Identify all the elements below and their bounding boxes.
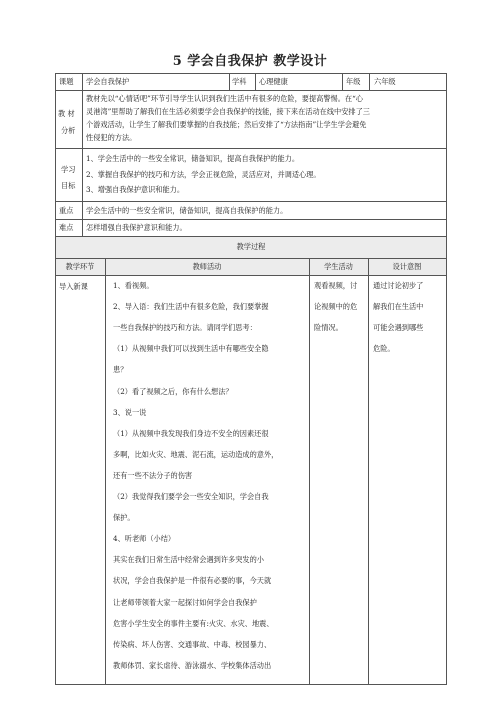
rule [342,73,343,91]
rule [55,73,56,685]
student-activity-line: 论视频中的危 [314,302,358,312]
rule [55,148,447,149]
analysis-label-line-2: 分析 [61,126,76,135]
rule [368,258,369,685]
rule [369,73,370,91]
teacher-activity-line: 2、导入语：我们生活中有很多危险，我们要掌握 [113,302,269,312]
grade-label: 年级 [346,77,361,86]
analysis-line: 灵港湾”里帮助了解我们在生活必须要学会自我保护的技能，接下来在活动在线中安排了三 [86,107,370,116]
key-point-text: 学会生活中的一些安全常识，储备知识，提高自我保护的能力。 [86,206,288,215]
difficulty-label: 难点 [59,223,74,232]
column-header-teacher: 教师活动 [192,262,222,271]
teacher-activity-line: （2）我觉得我们要学会一些安全知识，学会自我 [113,492,269,501]
student-activity-line: 观看视频，讨 [314,281,358,290]
rule [55,258,447,259]
rule [55,236,447,237]
rule [55,219,447,220]
teacher-activity-line: 一些自我保护的技巧和方法。请同学们思考： [113,323,257,333]
lesson-plan-table [55,73,447,685]
teacher-activity-line: 4、听老师（小结） [113,534,176,544]
design-intent-line: 危险。 [373,344,395,354]
student-activity-line: 险情况。 [314,323,343,333]
rule [309,258,310,685]
rule [446,73,447,685]
subject-value: 心理健康 [259,77,288,86]
teacher-activity-line: 患？ [113,365,128,375]
rule [229,73,230,91]
teacher-activity-line: 教师体罚、家长虐待、游泳溺水、学校集体活动出 [113,660,272,670]
teacher-activity-line: 还有一些不法分子的伤害 [113,470,193,480]
teacher-activity-line: 多啊，比如火灾、地震、泥石流，运动造成的意外， [113,449,279,459]
design-intent-line: 可能会遇到哪些 [373,323,424,333]
objectives-label-line-1: 学习 [61,165,76,174]
teacher-activity-line: 3、说一说 [113,407,147,417]
grade-value: 六年级 [374,77,396,86]
rule [105,258,106,685]
key-point-label: 重点 [59,206,74,215]
teacher-activity-line: （2）看了视频之后，你有什么想法？ [113,386,233,396]
design-intent-line: 通过讨论初步了 [373,281,424,290]
subject-label: 学科 [232,77,247,86]
rule [55,90,447,91]
analysis-line: 教材先以“心情话吧”环节引导学生认识到我们生活中有很多的危险，要提高警惕。在“心 [86,94,363,103]
analysis-line: 性侵犯的方法。 [86,133,137,142]
rule [55,275,447,276]
rule [55,201,447,202]
objective-line: 2、掌握自我保护的技巧和方法，学会正视危险，灵活应对，并调适心理。 [86,169,321,179]
objective-line: 1、学会生活中的一些安全常识，储备知识，提高自我保护的能力。 [86,154,300,163]
process-header: 教学过程 [236,242,266,251]
lesson-value: 学会自我保护 [86,77,130,86]
objective-line: 3、增强自我保护意识和能力。 [86,185,185,194]
teacher-activity-line: 保护。 [113,513,135,523]
teacher-activity-line: 其实在我们日常生活中经常会遇到许多突发的小 [113,555,264,565]
lesson-label: 课题 [59,77,74,86]
rule [55,73,447,74]
stage-name: 导入新课 [59,282,88,291]
column-header-intent: 设计意图 [392,262,422,271]
rule [82,73,83,236]
teacher-activity-line: 1、看视频。 [113,281,154,290]
rule [255,73,256,91]
teacher-activity-line: 危害小学生安全的事件主要有:火灾、水灾、地震、 [113,618,274,628]
analysis-label-line-1: 教 材 [58,109,75,118]
objectives-label-line-2: 目标 [61,181,76,190]
analysis-line: 个游戏活动，让学生了解我们要掌握的自我技能；然后安排了“方法指南”让学生学会避免 [86,120,367,129]
teacher-activity-line: 状况，学会自我保护是一件很有必要的事，今天就 [113,576,272,586]
teacher-activity-line: （1）从视频中我发现我们身边不安全的因素还很 [113,428,269,438]
teacher-activity-line: （1）从视频中我们可以找到生活中有哪些安全隐 [113,344,269,354]
page-title: 5 学会自我保护 教学设计 [172,54,328,69]
column-header-stage: 教学环节 [65,262,95,271]
design-intent-line: 解我们在生活中 [373,302,424,312]
difficulty-text: 怎样增强自我保护意识和能力。 [86,223,187,232]
rule [55,684,447,685]
teacher-activity-line: 让老师带领着大家一起探讨如何学会自我保护 [113,597,257,607]
column-header-student: 学生活动 [324,262,353,271]
teacher-activity-line: 传染病、坏人伤害、交通事故、中毒、校园暴力、 [113,639,272,649]
